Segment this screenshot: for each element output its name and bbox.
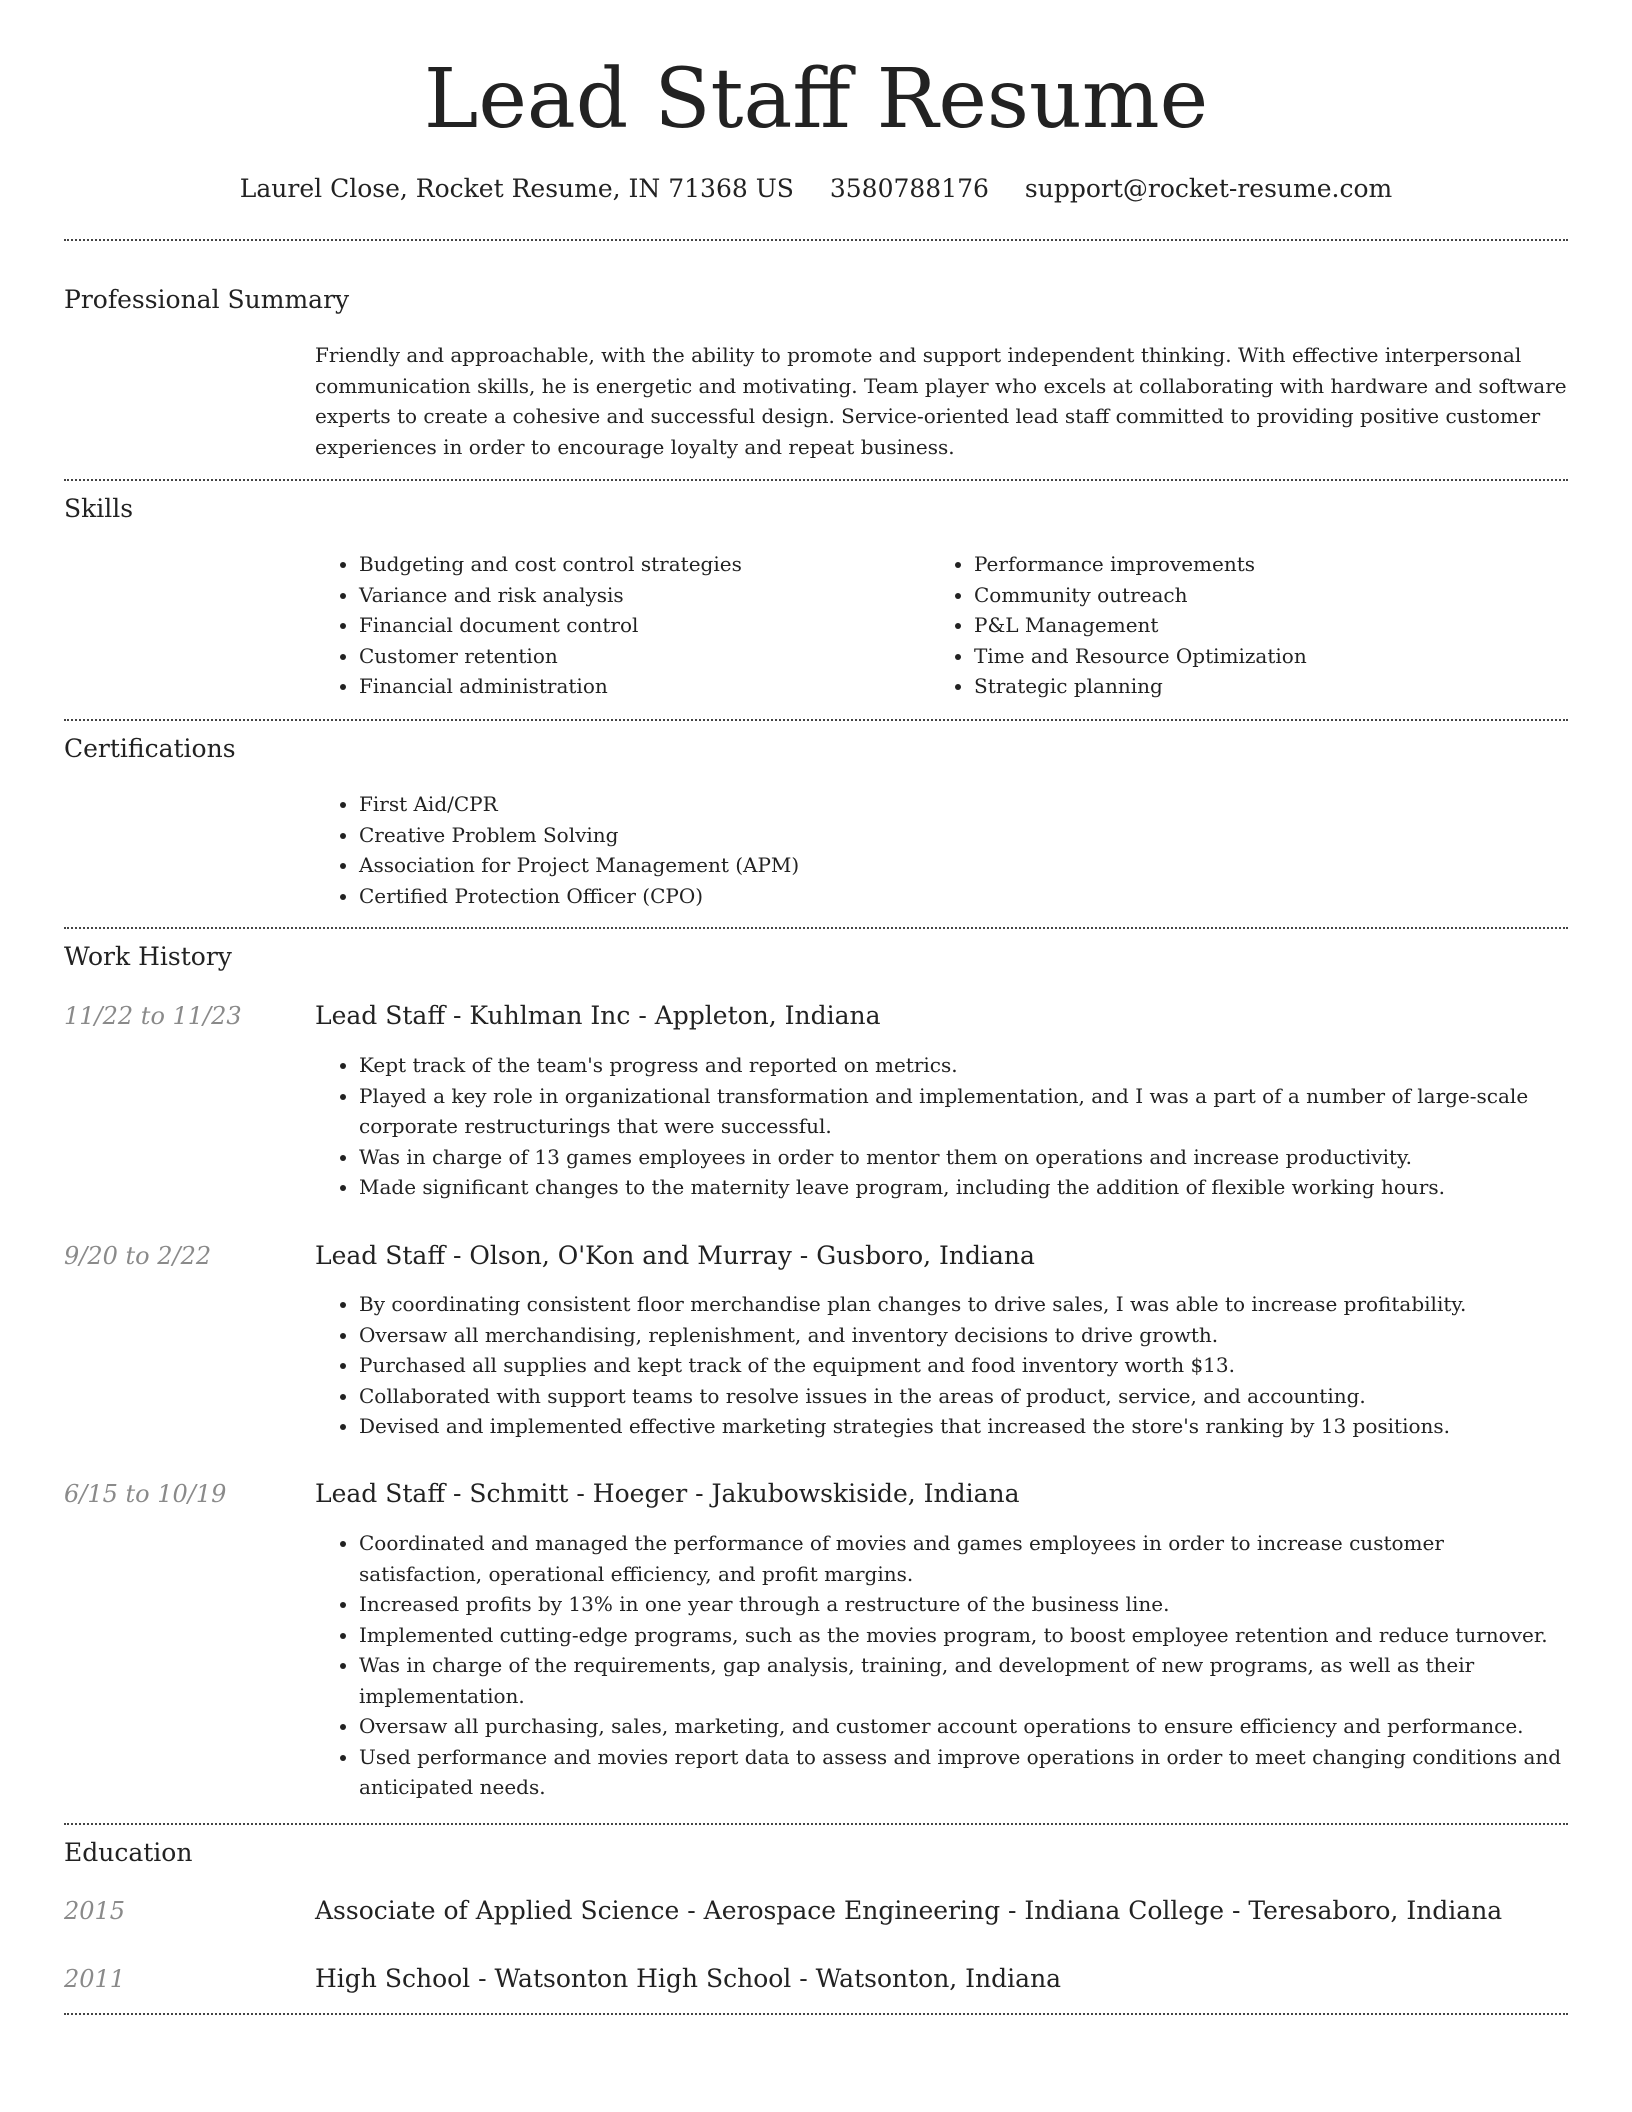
resume-title: Lead Staff Resume xyxy=(423,52,1209,147)
list-item: • Implemented cutting-edge programs, such as the movies program, to boost employee retention and reduce turnover. xyxy=(359,1620,1568,1651)
list-item: • Variance and risk analysis xyxy=(359,580,929,611)
skills-list-left xyxy=(315,549,929,702)
contact-address: Laurel Close, Rocket Resume, IN 71368 US xyxy=(239,174,794,203)
contact-line xyxy=(64,172,1568,206)
list-item: • By coordinating consistent floor merchandise plan changes to drive sales, I was able to increase profitability. xyxy=(359,1289,1568,1320)
education-title: Associate of Applied Science - Aerospace Engineering - Indiana College - Teresaboro, Indiana xyxy=(315,1896,1503,1925)
contact-phone: 3580788176 xyxy=(829,174,989,203)
list-item: • Devised and implemented effective marketing strategies that increased the store's ranking by 13 positions. xyxy=(359,1411,1568,1442)
list-item: • Time and Resource Optimization xyxy=(974,641,1574,672)
divider xyxy=(64,1823,1568,1825)
list-item: • Strategic planning xyxy=(974,671,1574,702)
divider xyxy=(64,239,1568,241)
section-title-certifications: Certifications xyxy=(64,734,236,763)
list-item: • Increased profits by 13% in one year through a restructure of the business line. xyxy=(359,1589,1568,1620)
education-year: 2011 xyxy=(64,1965,126,1993)
job-title: Lead Staff - Kuhlman Inc - Appleton, Indiana xyxy=(315,1001,881,1030)
education-title: High School - Watsonton High School - Watsonton, Indiana xyxy=(315,1964,1062,1993)
list-item: • Certified Protection Officer (CPO) xyxy=(359,881,1559,912)
list-item: • Creative Problem Solving xyxy=(359,820,1559,851)
job-dates: 9/20 to 2/22 xyxy=(64,1242,212,1270)
list-item: • Was in charge of 13 games employees in order to mentor them on operations and increase productivity. xyxy=(359,1142,1568,1173)
list-item: • Association for Project Management (APM) xyxy=(359,850,1559,881)
list-item: • Financial document control xyxy=(359,610,929,641)
section-title-education: Education xyxy=(64,1838,193,1867)
divider xyxy=(64,719,1568,721)
job-bullets xyxy=(315,1050,1568,1203)
job-bullets xyxy=(315,1528,1568,1803)
list-item: • Performance improvements xyxy=(974,549,1574,580)
list-item: • Oversaw all purchasing, sales, marketing, and customer account operations to ensure efficiency and performance. xyxy=(359,1711,1568,1742)
section-title-summary: Professional Summary xyxy=(64,285,350,314)
divider xyxy=(64,479,1568,481)
list-item: • Was in charge of the requirements, gap analysis, training, and development of new programs, as well as their implementation. xyxy=(359,1650,1568,1711)
list-item: • Oversaw all merchandising, replenishment, and inventory decisions to drive growth. xyxy=(359,1320,1568,1351)
section-title-work-history: Work History xyxy=(64,942,232,971)
job-dates: 11/22 to 11/23 xyxy=(64,1002,242,1030)
divider xyxy=(64,2013,1568,2015)
list-item: • Used performance and movies report data to assess and improve operations in order to meet changing conditions and anticipated needs. xyxy=(359,1742,1568,1803)
list-item: • Purchased all supplies and kept track of the equipment and food inventory worth $13. xyxy=(359,1350,1568,1381)
list-item: • Kept track of the team's progress and reported on metrics. xyxy=(359,1050,1568,1081)
section-title-skills: Skills xyxy=(64,494,134,523)
list-item: • Customer retention xyxy=(359,641,929,672)
list-item: • Made significant changes to the maternity leave program, including the addition of flexible working hours. xyxy=(359,1172,1568,1203)
list-item: • Financial administration xyxy=(359,671,929,702)
contact-email: support@rocket-resume.com xyxy=(1024,174,1393,203)
skills-list-right xyxy=(930,549,1574,702)
list-item: • Collaborated with support teams to resolve issues in the areas of product, service, and accounting. xyxy=(359,1381,1568,1412)
job-dates: 6/15 to 10/19 xyxy=(64,1480,227,1508)
certifications-list xyxy=(315,789,1559,911)
summary-text: Friendly and approachable, with the ability to promote and support independent thinking. With effective interpersonal communication skills, he is energetic and motivating. Team player who excels at collaborating with hardware and software experts to create a cohesive and successful design. Service-oriented lead staff committed to providing positive customer experiences in order to encourage loyalty and repeat business. xyxy=(315,343,1567,459)
list-item: • Community outreach xyxy=(974,580,1574,611)
list-item: • P&L Management xyxy=(974,610,1574,641)
list-item: • First Aid/CPR xyxy=(359,789,1559,820)
list-item: • Played a key role in organizational transformation and implementation, and I was a part of a number of large-scale corporate restructurings that were successful. xyxy=(359,1081,1568,1142)
list-item: • Coordinated and managed the performance of movies and games employees in order to increase customer satisfaction, operational efficiency, and profit margins. xyxy=(359,1528,1568,1589)
job-title: Lead Staff - Schmitt - Hoeger - Jakubowskiside, Indiana xyxy=(315,1479,1020,1508)
list-item: • Budgeting and cost control strategies xyxy=(359,549,929,580)
job-title: Lead Staff - Olson, O'Kon and Murray - Gusboro, Indiana xyxy=(315,1241,1035,1270)
education-year: 2015 xyxy=(64,1897,126,1925)
divider xyxy=(64,927,1568,929)
job-bullets xyxy=(315,1289,1568,1442)
